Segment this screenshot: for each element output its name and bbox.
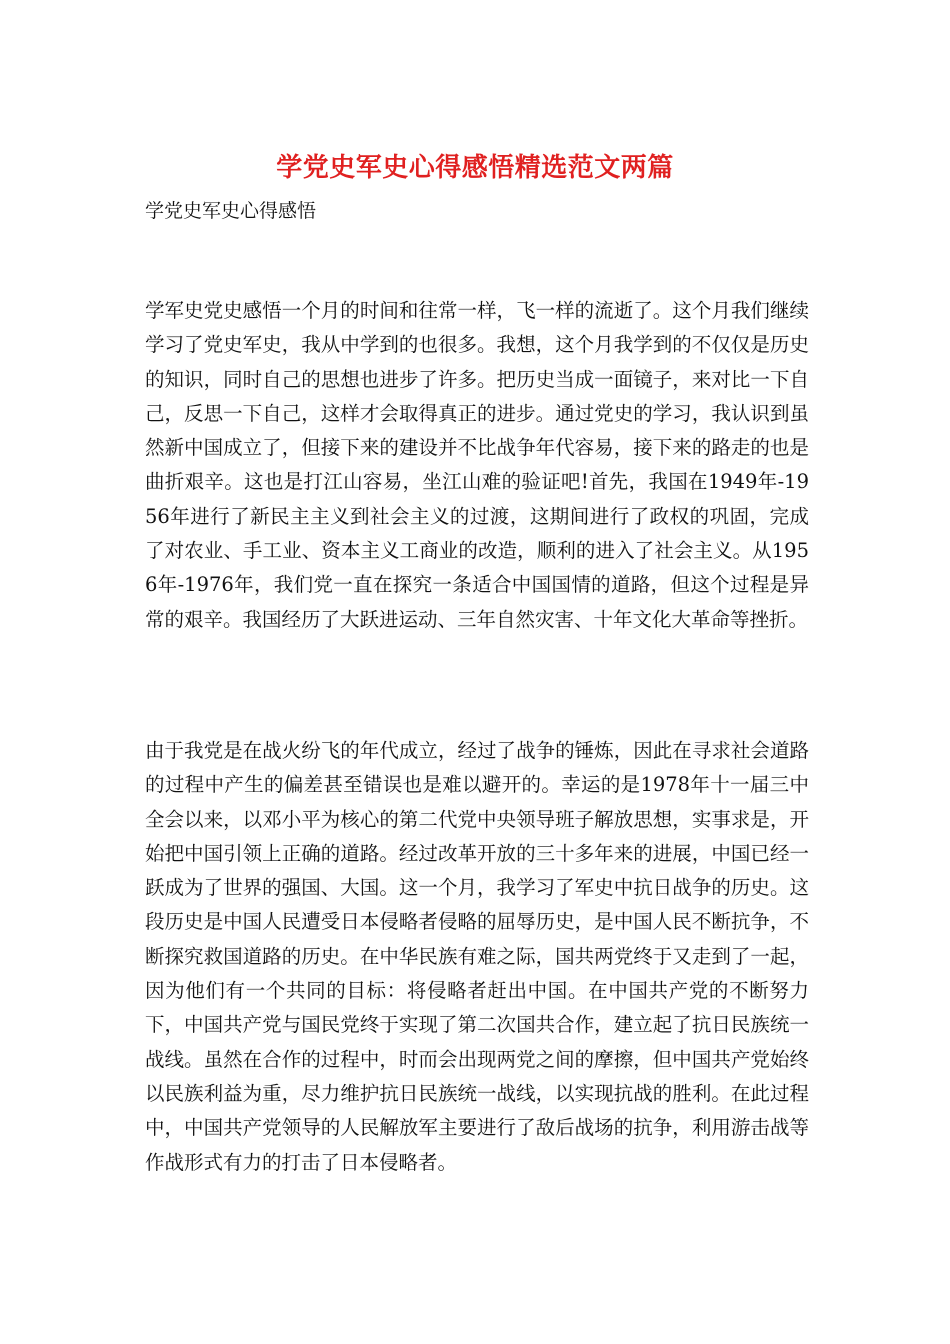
document-subtitle: 学党史军史心得感悟 [145,200,317,222]
document-title: 学党史军史心得感悟精选范文两篇 [276,153,674,183]
body-paragraph-1: 学军史党史感悟一个月的时间和往常一样，飞一样的流逝了。这个月我们继续学习了党史军史，我从中学到的也很多。我想，这个月我学到的不仅仅是历史的知识，同时自己的思想也进步了许多。把历史当成一面镜子，来对比一下自己，反思一下自己，这样才会取得真正的进步。通过党史的学习，我认识到虽然新中国成立了，但接下来的建设并不比战争年代容易，接下来的路走的也是曲折艰辛。这也是打江山容易，坐江山难的验证吧!首先，我国在1949年-1956年进行了新民主主义到社会主义的过渡，这期间进行了政权的巩固，完成了对农业、手工业、资本主义工商业的改造，顺利的进入了社会主义。从1956年-1976年，我们党一直在探究一条适合中国国情的道路，但这个过程是异常的艰辛。我国经历了大跃进运动、三年自然灾害、十年文化大革命等挫折。 [145,299,809,631]
body-paragraph-2: 由于我党是在战火纷飞的年代成立，经过了战争的锤炼，因此在寻求社会道路的过程中产生的偏差甚至错误也是难以避开的。幸运的是1978年十一届三中全会以来，以邓小平为核心的第二代党中央领导班子解放思想，实事求是，开始把中国引领上正确的道路。经过改革开放的三十多年来的进展，中国已经一跃成为了世界的强国、大国。这一个月，我学习了军史中抗日战争的历史。这段历史是中国人民遭受日本侵略者侵略的屈辱历史，是中国人民不断抗争，不断探究救国道路的历史。在中华民族有难之际，国共两党终于又走到了一起，因为他们有一个共同的目标：将侵略者赶出中国。在中国共产党的不断努力下，中国共产党与国民党终于实现了第二次国共合作，建立起了抗日民族统一战线。虽然在合作的过程中，时而会出现两党之间的摩擦，但中国共产党始终以民族利益为重，尽力维护抗日民族统一战线，以实现抗战的胜利。在此过程中，中国共产党领导的人民解放军主要进行了敌后战场的抗争，利用游击战等作战形式有力的打击了日本侵略者。 [145,739,809,1174]
